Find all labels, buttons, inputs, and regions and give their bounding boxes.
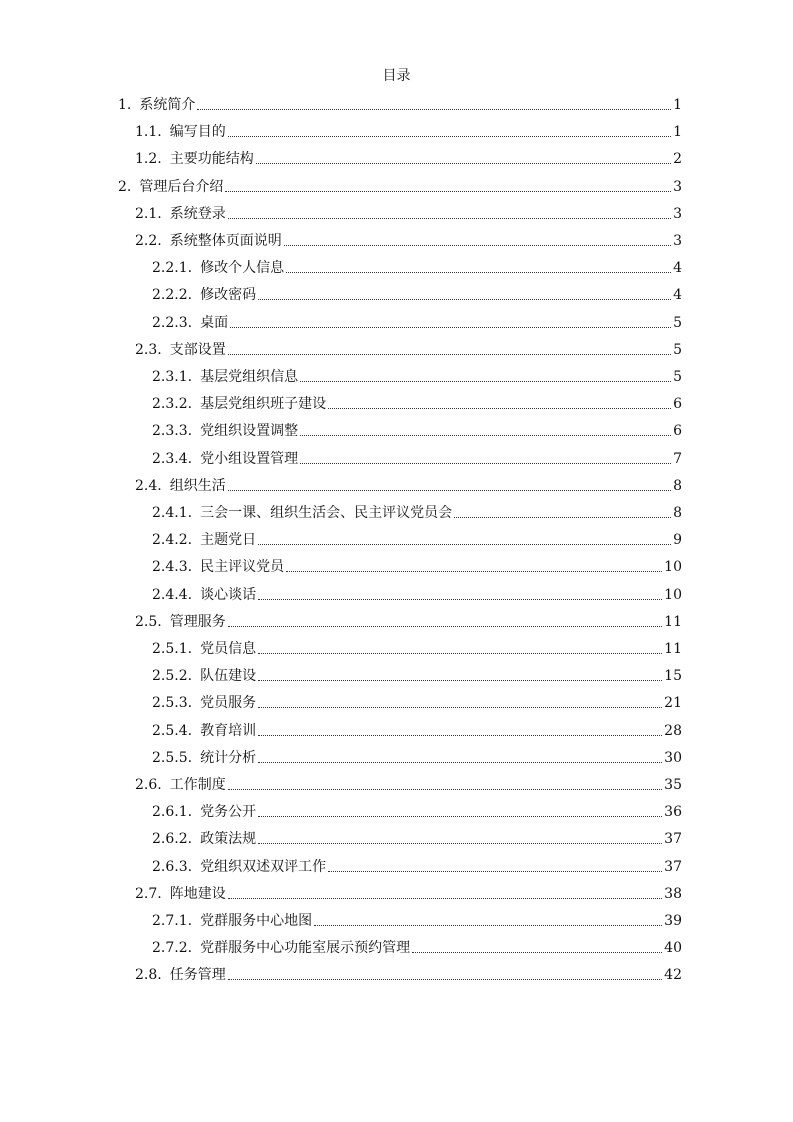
toc-entry-title: 修改个人信息: [200, 260, 285, 277]
toc-entry-title: 党组织设置调整: [200, 423, 299, 440]
toc-dot-leader: [228, 898, 662, 899]
toc-dot-leader: [286, 272, 671, 273]
toc-entry-title: 队伍建设: [200, 668, 257, 685]
toc-entry-title: 党务公开: [200, 804, 257, 821]
toc-entry-title: 任务管理: [169, 967, 226, 984]
toc-entry-number: 2.3.4.: [152, 450, 193, 467]
toc-entry-number: 2.5.: [135, 613, 162, 630]
toc-entry[interactable]: [135, 204, 682, 224]
toc-entry-page-number: 1: [673, 97, 682, 113]
toc-dot-leader: [300, 463, 671, 464]
toc-entry-page-number: 2: [673, 151, 682, 168]
toc-entry[interactable]: [135, 775, 682, 795]
toc-entry[interactable]: [152, 721, 682, 741]
toc-entry-number: 2.5.4.: [152, 722, 193, 739]
toc-dot-leader: [258, 299, 671, 300]
toc-dot-leader: [300, 381, 671, 382]
toc-entry-title: 党群服务中心功能室展示预约管理: [200, 940, 411, 957]
toc-entry[interactable]: [152, 503, 682, 523]
toc-entry-page-number: 8: [673, 505, 682, 521]
toc-entry[interactable]: [152, 557, 682, 577]
toc-entry-page-number: 9: [673, 532, 682, 549]
toc-entry-title: 党小组设置管理: [200, 450, 299, 467]
toc-entry-number: 1.: [118, 97, 132, 113]
toc-entry-number: 2.2.1.: [152, 260, 193, 277]
toc-entry-title: 教育培训: [200, 722, 257, 739]
toc-entry[interactable]: [152, 449, 682, 469]
toc-entry-number: 2.3.: [135, 341, 162, 358]
toc-entry-title: 统计分析: [200, 749, 257, 766]
toc-entry-number: 2.4.: [135, 477, 162, 494]
toc-entry[interactable]: [152, 666, 682, 686]
toc-entry-title: 工作制度: [169, 777, 226, 793]
toc-entry-number: 2.2.3.: [152, 314, 193, 331]
toc-dot-leader: [328, 408, 671, 409]
toc-entry-number: 2.5.1.: [152, 641, 193, 657]
toc-entry-number: 2.6.: [135, 777, 162, 793]
toc-entry-number: 2.8.: [135, 967, 162, 984]
toc-entry[interactable]: [135, 122, 682, 142]
toc-entry-page-number: 37: [664, 858, 682, 875]
toc-entry-title: 修改密码: [200, 287, 257, 304]
toc-entry-page-number: 3: [673, 205, 682, 222]
toc-entry[interactable]: [135, 476, 682, 496]
toc-dot-leader: [258, 762, 662, 763]
toc-entry-title: 党群服务中心地图: [200, 913, 313, 929]
toc-entry[interactable]: [152, 313, 682, 333]
toc-entry-number: 2.3.3.: [152, 423, 193, 440]
toc-entry-page-number: 36: [664, 804, 682, 821]
toc-dot-leader: [258, 735, 662, 736]
toc-entry-title: 阵地建设: [169, 885, 226, 902]
toc-entry-number: 2.4.4.: [152, 586, 193, 603]
toc-dot-leader: [230, 327, 671, 328]
toc-dot-leader: [454, 517, 671, 518]
toc-entry[interactable]: [135, 884, 682, 904]
toc-entry-title: 三会一课、组织生活会、民主评议党员会: [200, 505, 453, 521]
toc-entry-page-number: 3: [673, 178, 682, 195]
toc-entry-number: 2.3.1.: [152, 369, 193, 385]
toc-entry-page-number: 4: [673, 287, 682, 304]
toc-entry[interactable]: [152, 748, 682, 768]
toc-entry-title: 支部设置: [169, 341, 226, 358]
toc-entry-page-number: 6: [673, 396, 682, 413]
toc-entry[interactable]: [152, 639, 682, 659]
toc-dot-leader: [228, 490, 671, 491]
toc-entry-page-number: 6: [673, 423, 682, 440]
toc-entry-number: 2.6.2.: [152, 831, 193, 848]
toc-entry-page-number: 11: [664, 613, 682, 630]
toc-dot-leader: [258, 816, 662, 817]
toc-entry[interactable]: [152, 693, 682, 713]
toc-dot-leader: [256, 163, 671, 164]
toc-entry-number: 2.7.: [135, 885, 162, 902]
toc-entry[interactable]: [135, 340, 682, 360]
toc-entry-page-number: 5: [673, 341, 682, 358]
toc-entry-title: 政策法规: [200, 831, 257, 848]
toc-entry[interactable]: [118, 95, 682, 115]
toc-entry-title: 党员信息: [200, 641, 257, 657]
toc-entry[interactable]: [152, 530, 682, 550]
toc-entry-number: 2.1.: [135, 205, 162, 222]
toc-entry-page-number: 28: [664, 722, 682, 739]
toc-dot-leader: [412, 952, 662, 953]
toc-entry[interactable]: [152, 394, 682, 414]
toc-entry-number: 1.2.: [135, 151, 162, 168]
toc-entry-page-number: 1: [673, 124, 682, 141]
toc-dot-leader: [225, 191, 671, 192]
toc-entry-number: 2.3.2.: [152, 396, 193, 413]
toc-entry[interactable]: [152, 285, 682, 305]
toc-entry-page-number: 40: [664, 940, 682, 957]
toc-title: 目录: [382, 68, 411, 84]
toc-dot-leader: [197, 109, 671, 110]
toc-entry-page-number: 38: [664, 885, 682, 902]
toc-entry[interactable]: [152, 585, 682, 605]
toc-entry[interactable]: [152, 367, 682, 387]
toc-entry-page-number: 3: [673, 233, 682, 249]
toc-entry-page-number: 39: [664, 913, 682, 929]
toc-entry-page-number: 11: [664, 641, 682, 657]
toc-entry-number: 2.7.2.: [152, 940, 193, 957]
toc-dot-leader: [300, 435, 671, 436]
toc-entry-page-number: 35: [664, 777, 682, 793]
toc-dot-leader: [228, 136, 671, 137]
toc-dot-leader: [286, 571, 662, 572]
toc-entry[interactable]: [135, 231, 682, 251]
toc-dot-leader: [284, 245, 671, 246]
toc-entry-page-number: 15: [664, 668, 682, 685]
toc-entry-number: 2.2.2.: [152, 287, 193, 304]
toc-entry-title: 党组织双述双评工作: [200, 858, 327, 875]
toc-dot-leader: [228, 218, 671, 219]
toc-entry[interactable]: [152, 857, 682, 877]
toc-entry-page-number: 4: [673, 260, 682, 277]
toc-dot-leader: [228, 354, 671, 355]
toc-entry-title: 组织生活: [169, 477, 226, 494]
toc-entry-number: 2.7.1.: [152, 913, 193, 929]
toc-entry-title: 主要功能结构: [169, 151, 254, 168]
toc-dot-leader: [314, 925, 662, 926]
toc-entry-page-number: 10: [664, 559, 682, 576]
toc-entry-title: 系统整体页面说明: [169, 233, 282, 249]
toc-entry-page-number: 10: [664, 586, 682, 603]
toc-entry-number: 2.5.3.: [152, 695, 193, 712]
toc-dot-leader: [258, 707, 662, 708]
toc-entry-title: 主题党日: [200, 532, 257, 549]
toc-entry-number: 2.4.1.: [152, 505, 193, 521]
toc-entry-page-number: 21: [664, 695, 682, 712]
toc-entry-page-number: 7: [673, 450, 682, 467]
toc-entry-number: 2.: [118, 178, 132, 195]
toc-entry-number: 2.6.1.: [152, 804, 193, 821]
toc-entry[interactable]: [152, 911, 682, 931]
toc-entry-title: 党员服务: [200, 695, 257, 712]
toc-entry-page-number: 5: [673, 369, 682, 385]
toc-dot-leader: [258, 544, 671, 545]
toc-entry-page-number: 8: [673, 477, 682, 494]
toc-entry[interactable]: [152, 421, 682, 441]
toc-entry[interactable]: [152, 802, 682, 822]
toc-dot-leader: [258, 843, 662, 844]
toc-dot-leader: [258, 653, 662, 654]
toc-entry-number: 2.2.: [135, 233, 162, 249]
toc-entry-page-number: 5: [673, 314, 682, 331]
toc-dot-leader: [258, 599, 662, 600]
toc-entry[interactable]: [118, 177, 682, 197]
toc-entry-title: 管理后台介绍: [139, 178, 224, 195]
toc-entry[interactable]: [152, 938, 682, 958]
toc-entry-page-number: 42: [664, 967, 682, 984]
toc-entry-title: 管理服务: [169, 613, 226, 630]
toc-entry-title: 桌面: [200, 314, 229, 331]
toc-entry-page-number: 37: [664, 831, 682, 848]
toc-entry[interactable]: [135, 149, 682, 169]
toc-entry-title: 基层党组织信息: [200, 369, 299, 385]
toc-entry-title: 系统简介: [139, 97, 196, 113]
toc-entry-page-number: 30: [664, 749, 682, 766]
toc-dot-leader: [228, 979, 662, 980]
toc-entry-title: 民主评议党员: [200, 559, 285, 576]
toc-dot-leader: [228, 789, 662, 790]
toc-entry-number: 2.5.5.: [152, 749, 193, 766]
toc-entry-number: 2.4.2.: [152, 532, 193, 549]
toc-entry-title: 谈心谈话: [200, 586, 257, 603]
toc-entry-number: 2.6.3.: [152, 858, 193, 875]
toc-entry-title: 编写目的: [169, 124, 226, 141]
toc-entry-title: 系统登录: [169, 205, 226, 222]
toc-entry[interactable]: [152, 258, 682, 278]
toc-entry[interactable]: [152, 829, 682, 849]
toc-dot-leader: [258, 680, 662, 681]
toc-entry-number: 1.1.: [135, 124, 162, 141]
toc-dot-leader: [228, 626, 662, 627]
toc-entry[interactable]: [135, 965, 682, 985]
toc-entry-title: 基层党组织班子建设: [200, 396, 327, 413]
toc-entry-number: 2.4.3.: [152, 559, 193, 576]
toc-entry-number: 2.5.2.: [152, 668, 193, 685]
toc-dot-leader: [328, 871, 662, 872]
toc-entry[interactable]: [135, 612, 682, 632]
